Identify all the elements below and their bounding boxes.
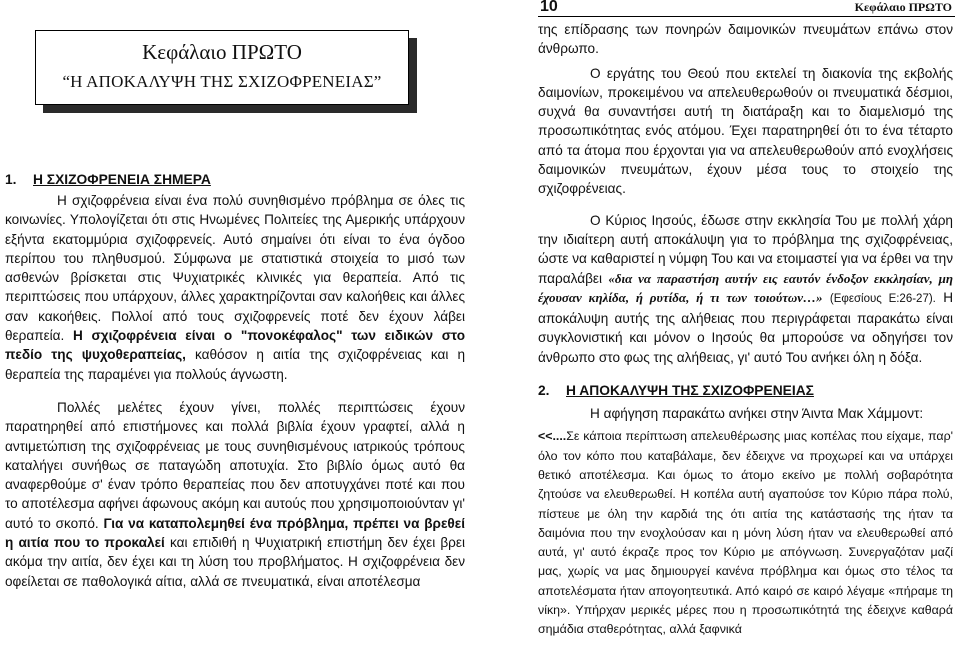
section-2-number: 2. xyxy=(538,383,550,399)
page-number: 10 xyxy=(540,0,558,15)
paragraph-r1: Ο εργάτης του Θεού που εκτελεί τη διακονία της εκβολής δαιμονίων, προκειμένου να απελευθερωθούν οι πνευματικά δέσμιοι, συχνά θα συναντήσει αυτή τη διατάραξη και το διαμελισμό της προσωπικότητας ενός ατόμου. Έχει παρατηρηθεί ότι το ένα τέταρτο από τα άτομα που έρχονται για να απελευθερωθούν από ενοχλήσεις δαιμονικών πνευμάτων, έχουν μέσα τους το στοιχείο της σχιζοφρένειας. xyxy=(538,65,953,197)
section-1-title: Η ΣΧΙΖΟΦΡΕΝΕΙΑ ΣΗΜΕΡΑ xyxy=(33,172,211,187)
section-1-heading xyxy=(5,170,465,189)
section-2-heading xyxy=(538,381,953,400)
chapter-subtitle: “Η ΑΠΟΚΑΛΥΨΗ ΤΗΣ ΣΧΙΖΟΦΡΕΝΕΙΑΣ” xyxy=(62,72,382,91)
paragraph-r0: της επίδρασης των πονηρών δαιμονικών πνευμάτων επάνω στον άνθρωπο. xyxy=(538,22,953,57)
paragraph-r2 xyxy=(538,211,953,367)
paragraph-2-bold: Για να καταπολεμηθεί ένα πρόβλημα, πρέπει να βρεθεί η αιτία που το προκαλεί xyxy=(5,515,465,551)
chapter-title-box xyxy=(35,30,409,105)
scripture-reference: (Εφεσίους Ε:26-27). xyxy=(829,292,936,305)
paragraph-r4-text: Σε κάποια περίπτωση απελευθέρωσης μιας κοπέλας που είχαμε, παρ' όλο τον κόπο που καταβάλαμε, δεν έδειχνε να προχωρεί και να υπάρχει θετικό αποτέλεσμα. Και όμως το άτομο εκείνο με πολλή σοβαρότητα ζητούσε να ελευθερωθεί. Η κοπέλα αυτή αγαπούσε τον Κύριο πάρα πολύ, πίστευε με όλη την καρδιά της ότι αιτία της κατάστασής της ήταν τα δαιμόνια που την ενοχλούσαν και η μόνη λύση ήταν να ελευθερωθεί από αυτά, γι' αυτό έκραζε προς τον Κύριο με απόγνωση. Συνεργαζόταν μαζί μας, χωρίς να μας δημιουργεί κανένα πρόβλημα και όμως στο τέλος τα αποτελέσματα ήταν απογοητευτικά. Από καιρό σε καιρό λέγαμε «πήραμε τη νίκη». Υπήρχαν μερικές μέρες που η προσωπικότητά της έδειχνε καθαρά σημάδια σταθερότητας, αλλά ξαφνικά xyxy=(538,429,953,637)
paragraph-r3: Η αφήγηση παρακάτω ανήκει στην Άιντα Μακ Χάμμοντ: xyxy=(590,406,924,422)
running-header xyxy=(538,0,955,17)
paragraph-1-text: Η σχιζοφρένεια είναι ένα πολύ συνηθισμένο πρόβλημα σε όλες τις κοινωνίες. Υπολογίζεται ότι στις Ηνωμένες Πολιτείες της Αμερικής υπάρχουν εξήντα εκατομμύρια σχιζοφρενείς. Αυτό σημαίνει ότι είναι το ένα όγδοο περίπου του πληθυσμού. Σύμφωνα με στατιστικά στοιχεία το μισό των ασθενών βρίσκεται στις Ψυχιατρικές κλινικές για θεραπεία. Από τις περιπτώσεις που υπάρχουν, άλλες χαρακτηρίζονται σαν καλοήθεις και άλλες σαν κακοήθεις. Πολλοί από τους σχιζοφρενείς ποτέ δεν έχουν λάβει θεραπεία. xyxy=(5,193,465,344)
scripture-quote: «δια να παραστήση αυτήν εις εαυτόν ένδοξον εκκλησίαν, μη έχουσαν κηλίδα, ή ρυτίδα, ή τι των τοιούτων…» xyxy=(538,270,953,305)
right-column xyxy=(538,20,953,640)
paragraph-r2-text: Ο Κύριος Ιησούς, έδωσε στην εκκλησία Του με πολλή χάρη την ιδιαίτερη αυτή αποκάλυψη για το πρόβλημα της σχιζοφρένειας, ώστε να καθαριστεί η νύμφη Του και να ετοιμαστεί για να έρθει να την παραλάβει xyxy=(538,212,953,286)
paragraph-2-text: Πολλές μελέτες έχουν γίνει, πολλές περιπτώσεις έχουν παρατηρηθεί από επιστήμονες και πολλά βιβλία έχουν γραφτεί, αλλά η αντιμετώπιση της σχιζοφρένειας με τους συνηθισμένους ιατρικούς τρόπους καταλήγει συνήθως σε παταγώδη αποτυχία. Στο βιβλίο όμως αυτό θα αναφερθούμε σ' έναν τρόπο θεραπείας που δεν αποτυγχάνει ποτέ και που το αποτέλεσμα αφήνει άφωνους ακόμη και αυτούς που χρησιμοποιούνταν γι' αυτό το σκοπό. xyxy=(5,399,465,531)
section-2-title: Η ΑΠΟΚΑΛΥΨΗ ΤΗΣ ΣΧΙΖΟΦΡΕΝΕΙΑΣ xyxy=(566,383,814,399)
paragraph-1-tail: καθόσον η αιτία της σχιζοφρένειας και η θεραπεία της παραμένει για πολλούς άγνωστη. xyxy=(5,347,466,382)
paragraph-r2-tail: Η αποκάλυψη αυτής της αλήθειας που περιγράφεται παρακάτω είναι συγκλονιστική και μόνον ο Ιησούς θα μπορούσε να οδηγήσει τον άνθρωπο στο φως της αλήθειας, γι' αυτό Του ανήκει όλη η δόξα. xyxy=(538,289,954,365)
paragraph-r4 xyxy=(538,427,953,639)
paragraph-2-tail: και επιδιθή η Ψυχιατρική επιστήμη δεν έχει βρει ακόμα την αιτία, δεν έχει και τη λύση του προβλήματος. Η σχιζοφρένεια δεν οφείλεται σε παθολογικά αίτια, αλλά σε πνευματικά, είναι αποτέλεσμα xyxy=(5,535,465,589)
running-header-title: Κεφάλαιο ΠΡΩΤΟ xyxy=(854,0,952,14)
quote-lead: <<.... xyxy=(538,429,567,444)
chapter-title: Κεφάλαιο ΠΡΩΤΟ xyxy=(142,40,302,64)
section-1-number: 1. xyxy=(5,172,17,187)
paragraph-1 xyxy=(5,191,465,384)
paragraph-1-bold: Η σχιζοφρένεια είναι ο "πονοκέφαλος" των ειδικών στο πεδίο της ψυχοθεραπείας, xyxy=(5,328,466,363)
left-column xyxy=(5,170,465,591)
paragraph-2 xyxy=(5,398,465,591)
